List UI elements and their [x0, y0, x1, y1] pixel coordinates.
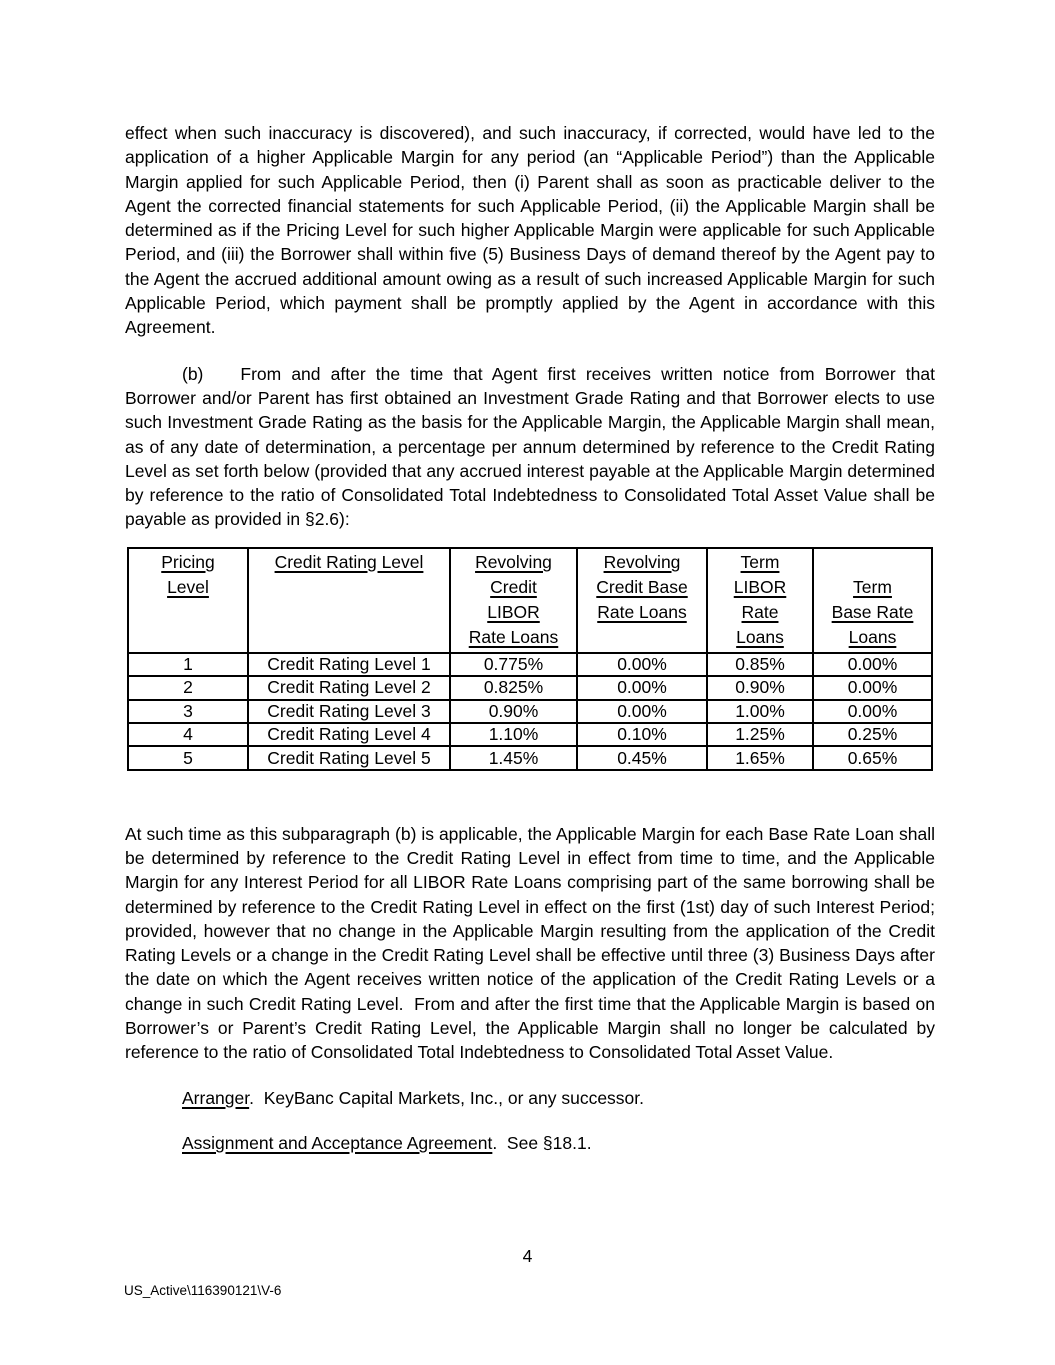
table-header-line: LIBOR [733, 576, 787, 597]
table-header-line: Rate Loans [468, 626, 559, 647]
table-row [128, 746, 932, 769]
table-cell: Credit Rating Level 5 [248, 746, 450, 769]
header-pricing-level [128, 548, 248, 653]
table-cell: 4 [128, 723, 248, 746]
header-term-libor-rate [707, 548, 813, 653]
table-header-line: Rate [741, 601, 779, 622]
table-header-line: Credit Base [596, 576, 688, 597]
table-cell: 1.00% [707, 700, 813, 723]
table-cell: 1 [128, 653, 248, 676]
paragraph-b-label: (b) [182, 363, 204, 384]
table-header-line: LIBOR [487, 601, 540, 622]
table-header-line: Rate Loans [597, 601, 687, 622]
table-cell: 0.775% [450, 653, 577, 676]
table-cell: 0.00% [813, 653, 932, 676]
doc-id-footer: US_Active\116390121\V-6 [124, 1283, 282, 1298]
table-cell: Credit Rating Level 3 [248, 700, 450, 723]
table-cell: 0.90% [707, 676, 813, 699]
paragraph-continuation: effect when such inaccuracy is discovered), and such inaccuracy, if corrected, would have led to the application of a higher Applicable Margin for any period (an “Applicable Period”) than the Applicable Margin applied for such Applicable Period, then (i) Parent shall as soon as practicable deliver to the Agent the corrected financial statements for such Applicable Period, (ii) the Applicable Margin shall be determined as if the Pricing Level for such higher Applicable Margin were applicable for such Applicable Period, and (iii) the Borrower shall within five (5) Business Days of demand thereof by the Agent pay to the Agent the accrued additional amount owing as a result of such increased Applicable Margin for such Applicable Period, which payment shall be promptly applied by the Agent in accordance with this Agreement. [125, 123, 935, 338]
definition-arranger [125, 1086, 935, 1110]
table-header-row [128, 548, 932, 653]
table-header-line: Term [853, 576, 892, 597]
table-header-line: Credit Rating Level [274, 551, 424, 572]
definition-assignment [125, 1131, 935, 1155]
table-cell: 0.10% [577, 723, 707, 746]
page-number: 4 [522, 1246, 533, 1266]
table-cell: 0.825% [450, 676, 577, 699]
header-revolving-credit-base-rate [577, 548, 707, 653]
table-cell: 0.00% [813, 676, 932, 699]
table-header-line: Loans [848, 626, 897, 647]
table-header-line: Revolving [475, 551, 552, 572]
paragraph-b-text: From and after the time that Agent first receives written notice from Borrower that Borrower and/or Parent has first obtained an Investment Grade Rating and that Borrower elects to use such Investment Grade Rating as the basis for the Applicable Margin, the Applicable Margin shall mean, as of any date of determination, a percentage per annum determined by reference to the Credit Rating Level as set forth below (provided that any accrued interest payable at the Applicable Margin determined by reference to the ratio of Consolidated Total Indebtedness to Consolidated Total Asset Value shall be payable as provided in §2.6): [125, 363, 935, 530]
table-header-line: Credit [490, 576, 537, 597]
table-cell: 5 [128, 746, 248, 769]
definition-text: . See §18.1. [492, 1132, 592, 1153]
table-cell: 0.00% [813, 700, 932, 723]
definition-text: . KeyBanc Capital Markets, Inc., or any successor. [249, 1087, 645, 1108]
defined-term: Arranger [182, 1087, 250, 1108]
table-cell: 0.00% [577, 653, 707, 676]
header-revolving-credit-libor [450, 548, 577, 653]
defined-term: Assignment and Acceptance Agreement [182, 1132, 493, 1153]
table-cell: 0.00% [577, 676, 707, 699]
table-cell: Credit Rating Level 1 [248, 653, 450, 676]
table-cell: 0.65% [813, 746, 932, 769]
table-cell: Credit Rating Level 4 [248, 723, 450, 746]
table-row [128, 653, 932, 676]
table-cell: 0.45% [577, 746, 707, 769]
table-cell: Credit Rating Level 2 [248, 676, 450, 699]
pricing-level-table [127, 547, 933, 771]
header-term-base-rate [813, 548, 932, 653]
table-header-line: Term [740, 551, 780, 572]
table-cell: 0.25% [813, 723, 932, 746]
table-cell: 2 [128, 676, 248, 699]
table-row [128, 723, 932, 746]
table-cell: 3 [128, 700, 248, 723]
table-header-line: Level [167, 576, 209, 597]
paragraph-after-table: At such time as this subparagraph (b) is applicable, the Applicable Margin for each Base Rate Loan shall be determined by reference to the Credit Rating Level in effect from time to time, and the Applicable Margin for any Interest Period for all LIBOR Rate Loans comprising part of the same borrowing shall be determined by reference to the Credit Rating Level in effect on the first (1st) day of such Interest Period; provided, however that no change in the Applicable Margin resulting from the application of the Credit Rating Levels or a change in the Credit Rating Level shall be effective until three (3) Business Days after the date on which the Agent receives written notice of the application of the Credit Rating Levels or a change in such Credit Rating Level. From and after the first time that the Applicable Margin is based on Borrower’s or Parent’s Credit Rating Level, the Applicable Margin shall no longer be calculated by reference to the ratio of Consolidated Total Indebtedness to Consolidated Total Asset Value. [125, 823, 935, 1063]
table-row [128, 700, 932, 723]
table-header-line: Revolving [603, 551, 681, 572]
table-cell: 1.25% [707, 723, 813, 746]
header-credit-rating-level [248, 548, 450, 653]
table-header-line: Pricing [161, 551, 215, 572]
table-cell: 1.65% [707, 746, 813, 769]
table-cell: 1.10% [450, 723, 577, 746]
table-header-line: Base Rate [831, 601, 914, 622]
table-cell: 0.00% [577, 700, 707, 723]
table-cell: 0.90% [450, 700, 577, 723]
paragraph-b [125, 362, 935, 532]
table-cell: 0.85% [707, 653, 813, 676]
table-row [128, 676, 932, 699]
table-header-line: Loans [736, 626, 784, 647]
table-cell: 1.45% [450, 746, 577, 769]
